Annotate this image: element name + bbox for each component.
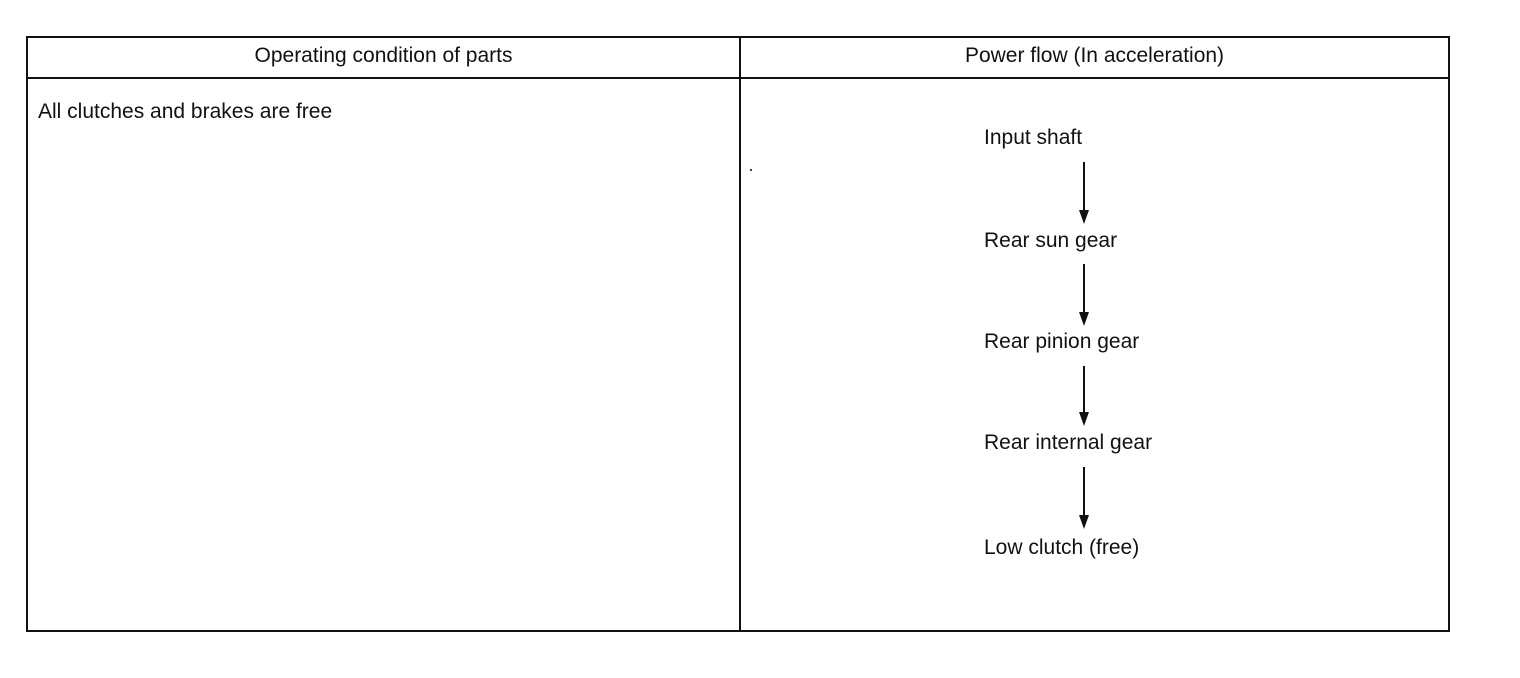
flow-node-rear-pinion-gear: Rear pinion gear [984, 330, 1140, 353]
flow-node-low-clutch: Low clutch (free) [984, 536, 1140, 559]
down-arrow-icon [1077, 264, 1091, 326]
down-arrow-icon [1077, 366, 1091, 426]
operating-condition-text: All clutches and brakes are free [38, 100, 333, 123]
column-divider [739, 38, 741, 630]
flow-node-rear-internal-gear: Rear internal gear [984, 431, 1153, 454]
header-power-flow: Power flow (In acceleration) [964, 44, 1225, 67]
flow-node-rear-sun-gear: Rear sun gear [984, 229, 1118, 252]
operation-table [26, 36, 1450, 632]
flow-node-input-shaft: Input shaft [984, 126, 1083, 149]
table-header-row [28, 38, 1448, 79]
header-operating-condition: Operating condition of parts [254, 44, 513, 67]
down-arrow-icon [1077, 467, 1091, 529]
down-arrow-icon [1077, 162, 1091, 224]
scan-speck [750, 169, 752, 171]
